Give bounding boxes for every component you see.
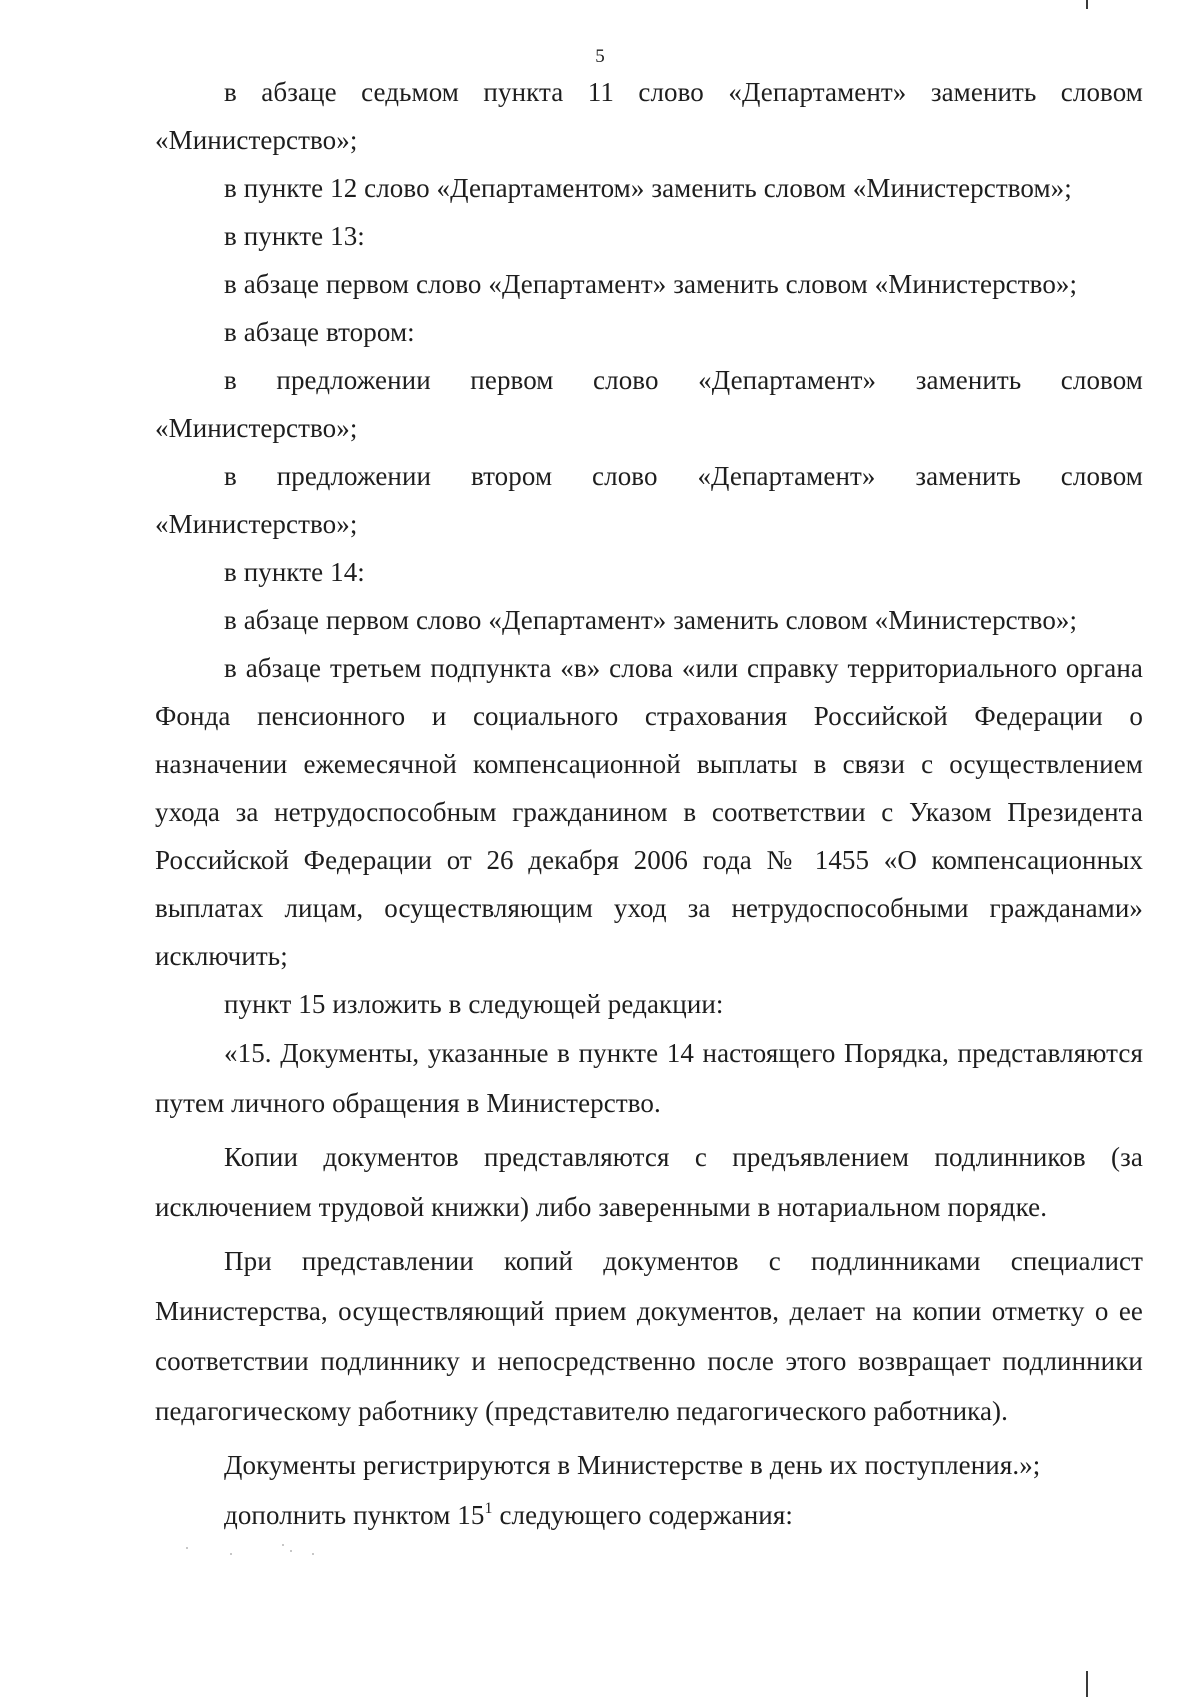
paragraph: в абзаце первом слово «Департамент» заменить словом «Министерство»; — [224, 269, 1078, 299]
scan-specks — [186, 1541, 326, 1557]
paragraph: в пункте 14: — [224, 557, 365, 587]
paragraph: в предложении первом слово «Департамент» заменить словом «Министерство»; — [155, 365, 1143, 443]
paragraph: в абзаце седьмом пункта 11 слово «Департамент» заменить словом «Министерство»; — [155, 77, 1143, 155]
paragraph-text-before: дополнить пунктом 15 — [224, 1500, 485, 1530]
page-number: 5 — [595, 46, 605, 67]
paragraph-text-after: следующего содержания: — [492, 1500, 793, 1530]
paragraph: Документы регистрируются в Министерстве в день их поступления.»; — [224, 1450, 1041, 1480]
paragraph: пункт 15 изложить в следующей редакции: — [224, 989, 724, 1019]
scan-edge-mark — [1086, 0, 1088, 9]
paragraph: в абзаце втором: — [224, 317, 415, 347]
superscript-index: 1 — [484, 1500, 493, 1517]
paragraph: Копии документов представляются с предъявлением подлинников (за исключением трудовой книжки) либо заверенными в нотариальном порядке. — [155, 1142, 1143, 1222]
paragraph: в предложении втором слово «Департамент» заменить словом «Министерство»; — [155, 461, 1143, 539]
paragraph-with-superscript — [155, 1490, 1143, 1540]
paragraph: в пункте 12 слово «Департаментом» заменить словом «Министерством»; — [224, 173, 1072, 203]
paragraph: в абзаце первом слово «Департамент» заменить словом «Министерство»; — [224, 605, 1078, 635]
scan-edge-mark — [1086, 1671, 1088, 1697]
paragraph: в абзаце третьем подпункта «в» слова «или справку территориального органа Фонда пенсионного и социального страхования Российской Федерации о назначении ежемесячной компенсационной выплаты в связи с осуществлением ухода за нетрудоспособным гражданином в соответствии с Указом Президента Российской Федерации от 26 декабря 2006 года № 1455 «О компенсационных выплатах лицам, осуществляющим уход за нетрудоспособными гражданами» исключить; — [155, 653, 1143, 971]
paragraph: в пункте 13: — [224, 221, 365, 251]
document-body — [155, 68, 1143, 1540]
paragraph: При представлении копий документов с подлинниками специалист Министерства, осуществляющий прием документов, делает на копии отметку о ее соответствии подлиннику и непосредственно после этого возвращает подлинники педагогическому работнику (представителю педагогического работника). — [155, 1246, 1143, 1426]
paragraph: «15. Документы, указанные в пункте 14 настоящего Порядка, представляются путем личного обращения в Министерство. — [155, 1038, 1143, 1118]
